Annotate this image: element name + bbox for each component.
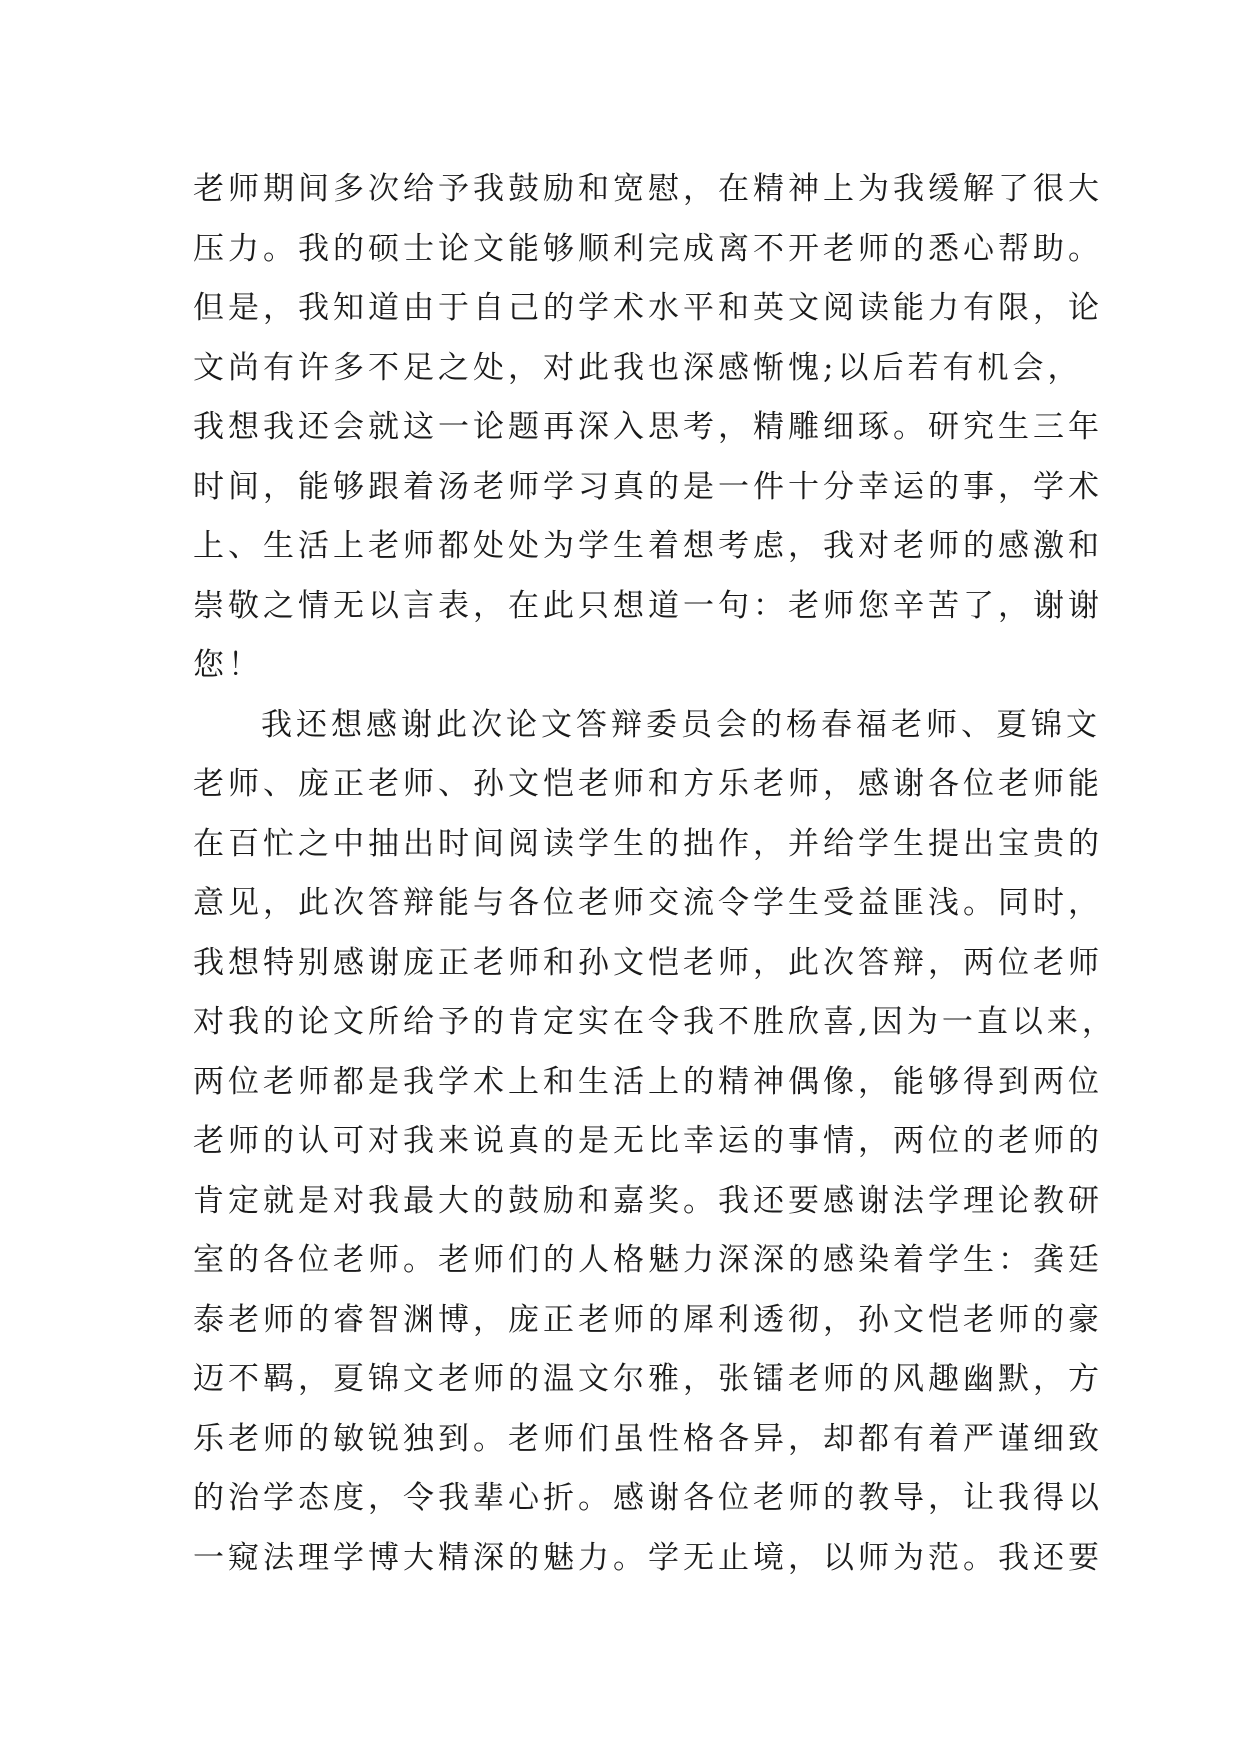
text-line: 上、生活上老师都处处为学生着想考虑，我对老师的感激和 (193, 528, 1103, 564)
text-line: 但是，我知道由于自己的学术水平和英文阅读能力有限，论 (193, 290, 1103, 326)
text-line: 崇敬之情无以言表，在此只想道一句：老师您辛苦了，谢谢 (193, 587, 1103, 624)
text-line: 我想特别感谢庞正老师和孙文恺老师，此次答辩，两位老师 (193, 944, 1103, 981)
text-line: 老师的认可对我来说真的是无比幸运的事情，两位的老师的 (193, 1123, 1103, 1159)
text-line: 乐老师的敏锐独到。老师们虽性格各异，却都有着严谨细致 (193, 1420, 1103, 1457)
text-line: 时间，能够跟着汤老师学习真的是一件十分幸运的事，学术 (193, 468, 1103, 505)
text-line: 对我的论文所给予的肯定实在令我不胜欣喜,因为一直以来， (193, 1004, 1117, 1040)
text-line: 泰老师的睿智渊博，庞正老师的犀利透彻，孙文恺老师的豪 (193, 1301, 1103, 1338)
text-line: 意见，此次答辩能与各位老师交流令学生受益匪浅。同时， (193, 885, 1103, 921)
text-line: 您！ (193, 647, 263, 683)
text-line: 两位老师都是我学术上和生活上的精神偶像，能够得到两位 (193, 1063, 1103, 1100)
text-line: 一窥法理学博大精深的魅力。学无止境，以师为范。我还要 (193, 1539, 1103, 1576)
text-line: 在百忙之中抽出时间阅读学生的拙作，并给学生提出宝贵的 (193, 825, 1103, 862)
text-line: 肯定就是对我最大的鼓励和嘉奖。我还要感谢法学理论教研 (193, 1182, 1103, 1219)
text-line: 老师、庞正老师、孙文恺老师和方乐老师，感谢各位老师能 (193, 766, 1103, 802)
text-line: 我还想感谢此次论文答辩委员会的杨春福老师、夏锦文 (261, 706, 1101, 743)
text-line: 的治学态度，令我辈心折。感谢各位老师的教导，让我得以 (193, 1480, 1103, 1516)
text-line: 室的各位老师。老师们的人格魅力深深的感染着学生：龚廷 (193, 1242, 1103, 1278)
text-line: 文尚有许多不足之处，对此我也深感惭愧;以后若有机会， (193, 349, 1083, 386)
text-line: 迈不羁，夏锦文老师的温文尔雅，张镭老师的风趣幽默，方 (193, 1361, 1103, 1397)
paragraph-2 (193, 696, 1117, 1589)
paragraph-1 (193, 160, 1103, 696)
text-line: 压力。我的硕士论文能够顺利完成离不开老师的悉心帮助。 (193, 230, 1103, 267)
text-line: 我想我还会就这一论题再深入思考，精雕细琢。研究生三年 (193, 409, 1103, 445)
body-text (193, 160, 1117, 1588)
text-line: 老师期间多次给予我鼓励和宽慰，在精神上为我缓解了很大 (193, 171, 1103, 207)
